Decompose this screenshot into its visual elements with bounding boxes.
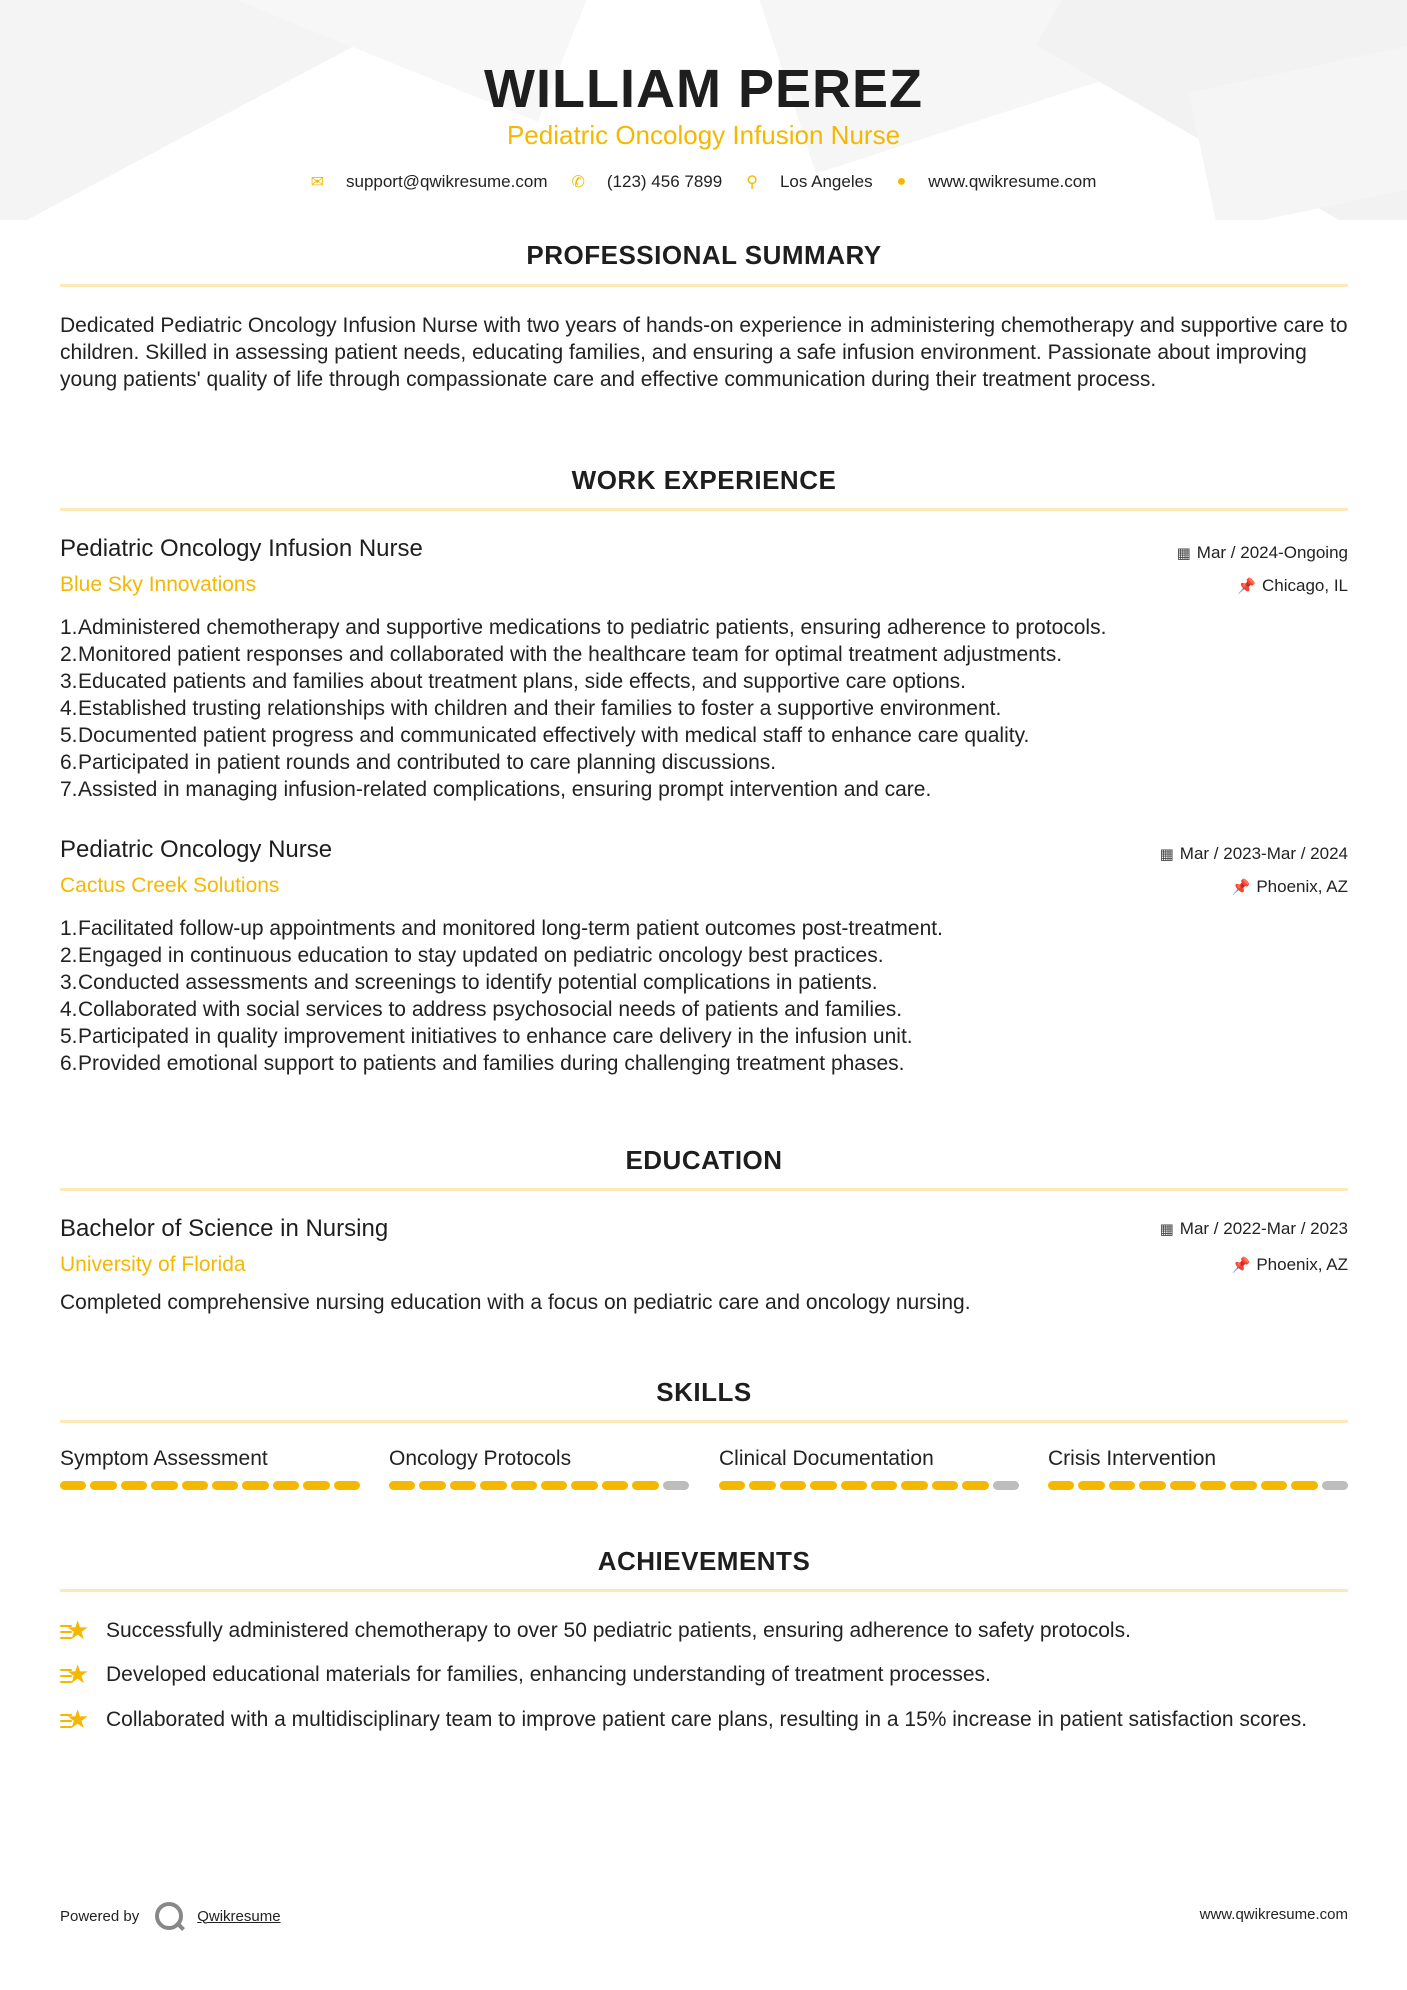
star-icon: ★: [60, 1617, 106, 1644]
experience-heading: WORK EXPERIENCE: [571, 465, 837, 495]
skill-segment-filled: [871, 1481, 897, 1490]
summary-heading: PROFESSIONAL SUMMARY: [526, 240, 882, 270]
contact-phone-text: (123) 456 7899: [606, 172, 723, 191]
star-icon: ★: [60, 1706, 106, 1733]
skill-segment-filled: [1230, 1481, 1256, 1490]
calendar-icon: ▦: [1159, 1221, 1174, 1238]
skill-segment-filled: [121, 1481, 147, 1490]
list-item: 3. Educated patients and families about treatment plans, side effects, and supportive care options.: [60, 670, 966, 693]
skill-segment-filled: [151, 1481, 177, 1490]
skill-segment-filled: [212, 1481, 238, 1490]
skill-item: [60, 1447, 360, 1471]
achievement-text: Successfully administered chemotherapy to over 50 pediatric patients, ensuring adherence to safety protocols.: [106, 1619, 1131, 1642]
school-name: University of Florida: [60, 1253, 246, 1276]
skill-segment-filled: [719, 1481, 745, 1490]
skill-segment-filled: [932, 1481, 958, 1490]
phone-icon: ✆: [571, 174, 585, 191]
job-title: Pediatric Oncology Nurse: [60, 836, 333, 863]
list-item: 4. Established trusting relationships with children and their families to foster a supportive environment.: [60, 697, 1002, 720]
skill-segment-filled: [60, 1481, 86, 1490]
skill-segment-filled: [632, 1481, 658, 1490]
skill-segment-filled: [571, 1481, 597, 1490]
list-item: 1. Administered chemotherapy and supportive medications to pediatric patients, ensuring adherence to protocols.: [60, 616, 1107, 639]
list-item: 6. Participated in patient rounds and contributed to care planning discussions.: [60, 751, 777, 774]
skills-divider: [60, 1420, 1348, 1423]
skill-segment-filled: [90, 1481, 116, 1490]
skill-segment-filled: [1048, 1481, 1074, 1490]
candidate-name: WILLIAM PEREZ: [484, 59, 923, 119]
skill-segment-filled: [273, 1481, 299, 1490]
list-item: 4. Collaborated with social services to address psychosocial needs of patients and families.: [60, 998, 903, 1021]
skill-rating-bar: [719, 1481, 1019, 1490]
skill-segment-filled: [1261, 1481, 1287, 1490]
skill-segment-filled: [810, 1481, 836, 1490]
contact-email-text: support@qwikresume.com: [345, 172, 548, 191]
qwikresume-logo-icon: [155, 1902, 183, 1930]
pushpin-icon: 📌: [1237, 578, 1256, 595]
list-item: 1. Facilitated follow-up appointments and monitored long-term patient outcomes post-treatment.: [60, 917, 943, 940]
globe-icon: ●: [896, 173, 907, 190]
star-icon: ★: [60, 1661, 106, 1688]
contact-website-text: www.qwikresume.com: [928, 172, 1097, 191]
list-item: 2. Monitored patient responses and collaborated with the healthcare team for optimal treatment adjustments.: [60, 643, 1063, 666]
company-name: Cactus Creek Solutions: [60, 874, 280, 897]
skill-segment-filled: [541, 1481, 567, 1490]
footer-powered-by: [60, 1902, 281, 1930]
calendar-icon: ▦: [1176, 545, 1191, 562]
qwikresume-link[interactable]: Qwikresume: [197, 1907, 281, 1925]
job-date-text: Mar / 2023-Mar / 2024: [1179, 844, 1348, 863]
achievement-item: [60, 1706, 1350, 1733]
education-location-text: Phoenix, AZ: [1256, 1255, 1348, 1274]
skill-segment-filled: [389, 1481, 415, 1490]
skill-segment-filled: [334, 1481, 360, 1490]
education-heading: EDUCATION: [625, 1145, 783, 1175]
candidate-title: Pediatric Oncology Infusion Nurse: [506, 120, 901, 150]
skill-segment-filled: [1200, 1481, 1226, 1490]
achievement-item: [60, 1617, 1350, 1644]
skill-segment-filled: [303, 1481, 329, 1490]
achievement-text: Developed educational materials for families, enhancing understanding of treatment processes.: [106, 1663, 991, 1686]
education-date-text: Mar / 2022-Mar / 2023: [1179, 1219, 1348, 1238]
skill-segment-empty: [663, 1481, 689, 1490]
list-item: 5. Participated in quality improvement initiatives to enhance care delivery in the infusion unit.: [60, 1025, 913, 1048]
contact-website[interactable]: [897, 172, 1097, 192]
education-location: [1232, 1255, 1348, 1275]
contact-bar: [0, 172, 1407, 192]
skill-segment-filled: [901, 1481, 927, 1490]
skill-segment-filled: [1078, 1481, 1104, 1490]
skill-segment-filled: [1109, 1481, 1135, 1490]
list-item: 3. Conducted assessments and screenings to identify potential complications in patients.: [60, 971, 878, 994]
job-location: [1232, 877, 1348, 897]
education-date: [1160, 1219, 1348, 1239]
education-divider: [60, 1188, 1348, 1191]
skill-item: [719, 1447, 1019, 1471]
skill-segment-filled: [1291, 1481, 1317, 1490]
skills-heading: SKILLS: [656, 1377, 752, 1407]
degree-title: Bachelor of Science in Nursing: [60, 1215, 389, 1242]
achievements-divider: [60, 1589, 1348, 1592]
job-location-text: Chicago, IL: [1262, 576, 1348, 595]
skill-item: [1048, 1447, 1348, 1471]
pushpin-icon: 📌: [1231, 1257, 1251, 1274]
skill-name: Clinical Documentation: [719, 1447, 934, 1470]
powered-by-label: Powered by: [60, 1907, 140, 1925]
list-item: 7. Assisted in managing infusion-related complications, ensuring prompt intervention and care.: [60, 778, 932, 801]
skill-segment-filled: [419, 1481, 445, 1490]
contact-phone[interactable]: [571, 172, 722, 192]
contact-location: [746, 172, 872, 192]
skill-segment-filled: [780, 1481, 806, 1490]
footer-website[interactable]: www.qwikresume.com: [1199, 1906, 1348, 1923]
calendar-icon: ▦: [1159, 846, 1174, 863]
pushpin-icon: 📌: [1231, 879, 1251, 896]
skill-name: Symptom Assessment: [60, 1447, 268, 1470]
skill-name: Crisis Intervention: [1048, 1447, 1217, 1470]
achievement-text: Collaborated with a multidisciplinary team to improve patient care plans, resulting in a 15% increase in patient satisfaction scores.: [106, 1708, 1308, 1731]
skill-rating-bar: [60, 1481, 360, 1490]
contact-location-text: Los Angeles: [779, 172, 873, 191]
skill-rating-bar: [389, 1481, 689, 1490]
skill-segment-filled: [1170, 1481, 1196, 1490]
skill-segment-filled: [450, 1481, 476, 1490]
job-title: Pediatric Oncology Infusion Nurse: [60, 535, 423, 562]
skill-segment-filled: [602, 1481, 628, 1490]
job-date: [1177, 543, 1348, 563]
list-item: 6. Provided emotional support to patients and families during challenging treatment phases.: [60, 1052, 905, 1075]
skill-segment-filled: [480, 1481, 506, 1490]
skill-rating-bar: [1048, 1481, 1348, 1490]
skill-item: [389, 1447, 689, 1471]
skill-segment-filled: [242, 1481, 268, 1490]
company-name: Blue Sky Innovations: [60, 573, 257, 596]
education-description: Completed comprehensive nursing education with a focus on pediatric care and oncology nursing.: [60, 1291, 971, 1314]
skill-segment-empty: [1322, 1481, 1348, 1490]
achievement-item: [60, 1661, 1350, 1688]
summary-text: Dedicated Pediatric Oncology Infusion Nurse with two years of hands-on experience in administering chemotherapy and supportive care to children. Skilled in assessing patient needs, educating families, and ensuring a safe infusion environment. Passionate about improving young patients' quality of life through compassionate care and effective communication during their treatment process.: [60, 314, 1348, 391]
map-pin-icon: ⚲: [746, 174, 758, 191]
skill-segment-filled: [182, 1481, 208, 1490]
job-bullets: [60, 614, 1350, 803]
job-date: [1160, 844, 1348, 864]
job-location: [1237, 576, 1348, 596]
job-bullets: [60, 915, 1350, 1077]
list-item: 5. Documented patient progress and communicated effectively with medical staff to enhance care quality.: [60, 724, 1030, 747]
summary-divider: [60, 284, 1348, 287]
skill-segment-filled: [962, 1481, 988, 1490]
experience-divider: [60, 508, 1348, 511]
contact-email[interactable]: [311, 172, 548, 192]
skill-segment-filled: [749, 1481, 775, 1490]
job-location-text: Phoenix, AZ: [1256, 877, 1348, 896]
achievements-heading: ACHIEVEMENTS: [597, 1546, 811, 1576]
skill-segment-filled: [1139, 1481, 1165, 1490]
list-item: 2. Engaged in continuous education to stay updated on pediatric oncology best practices.: [60, 944, 884, 967]
skill-segment-filled: [511, 1481, 537, 1490]
job-date-text: Mar / 2024-Ongoing: [1196, 543, 1348, 562]
skill-name: Oncology Protocols: [389, 1447, 572, 1470]
skill-segment-filled: [841, 1481, 867, 1490]
envelope-icon: ✉: [310, 174, 324, 191]
skill-segment-empty: [993, 1481, 1019, 1490]
